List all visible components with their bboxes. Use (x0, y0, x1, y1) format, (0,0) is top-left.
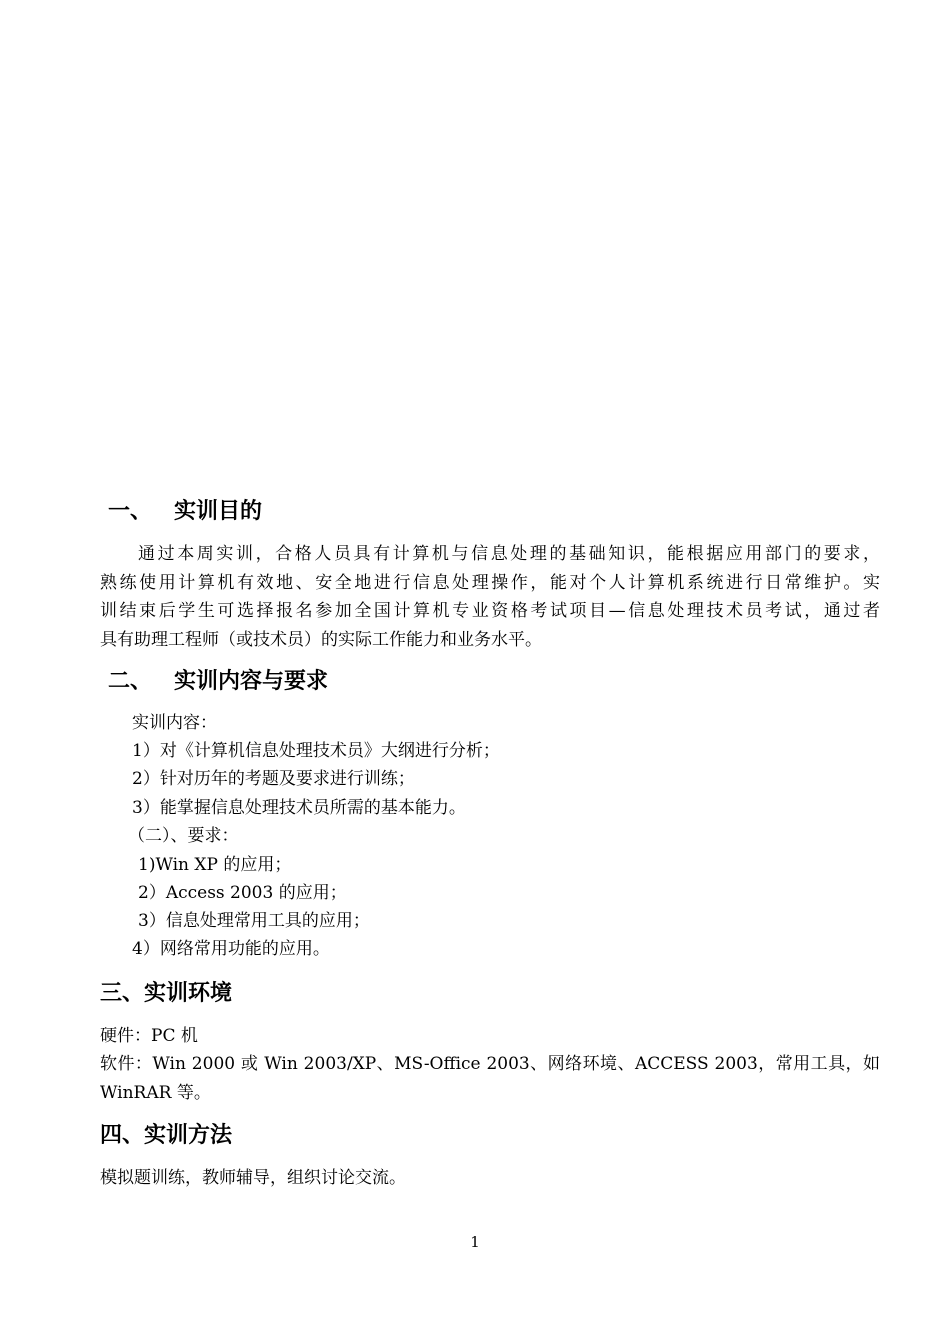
section-title: 实训目的 (174, 499, 263, 524)
section-number: 二、 (108, 669, 153, 694)
section-heading-4: 四、实训方法 (100, 1123, 233, 1148)
list-item: （二）、要求： (128, 826, 239, 846)
paragraph-line: 通过本周实训，合格人员具有计算机与信息处理的基础知识，能根据应用部门的要求， (138, 544, 880, 564)
paragraph-line: 软件：Win 2000 或 Win 2003/XP、MS-Office 2003、网络环境、ACCESS 2003，常用工具，如 (100, 1054, 880, 1074)
section-title: 实训内容与要求 (174, 669, 329, 694)
list-item: 1）对《计算机信息处理技术员》大纲进行分析； (132, 741, 500, 761)
section-heading-1 (108, 498, 262, 526)
section-heading-2 (108, 668, 328, 696)
list-item: 2）Access 2003 的应用； (138, 883, 347, 903)
list-item: 2）针对历年的考题及要求进行训练； (132, 769, 415, 789)
list-item: 4）网络常用功能的应用。 (132, 939, 330, 959)
hardware-line: 硬件：PC 机 (100, 1026, 198, 1046)
section-1-paragraph (100, 540, 880, 654)
paragraph-line: 熟练使用计算机有效地、安全地进行信息处理操作，能对个人计算机系统进行日常维护。实 (100, 572, 880, 593)
method-text: 模拟题训练，教师辅导，组织讨论交流。 (100, 1168, 406, 1188)
software-paragraph (100, 1050, 880, 1107)
paragraph-line: 训结束后学生可选择报名参加全国计算机专业资格考试项目—信息处理技术员考试，通过者 (100, 601, 880, 621)
paragraph-line: 具有助理工程师（或技术员）的实际工作能力和业务水平。 (100, 629, 542, 650)
list-item: 实训内容： (132, 713, 217, 733)
page-number: 1 (470, 1233, 480, 1251)
list-item: 1)Win XP 的应用； (138, 855, 292, 875)
list-item: 3）能掌握信息处理技术员所需的基本能力。 (132, 798, 466, 818)
section-number: 一、 (108, 499, 153, 524)
section-heading-3: 三、实训环境 (100, 981, 233, 1006)
list-item: 3）信息处理常用工具的应用； (138, 911, 370, 931)
paragraph-line: WinRAR 等。 (100, 1082, 211, 1103)
